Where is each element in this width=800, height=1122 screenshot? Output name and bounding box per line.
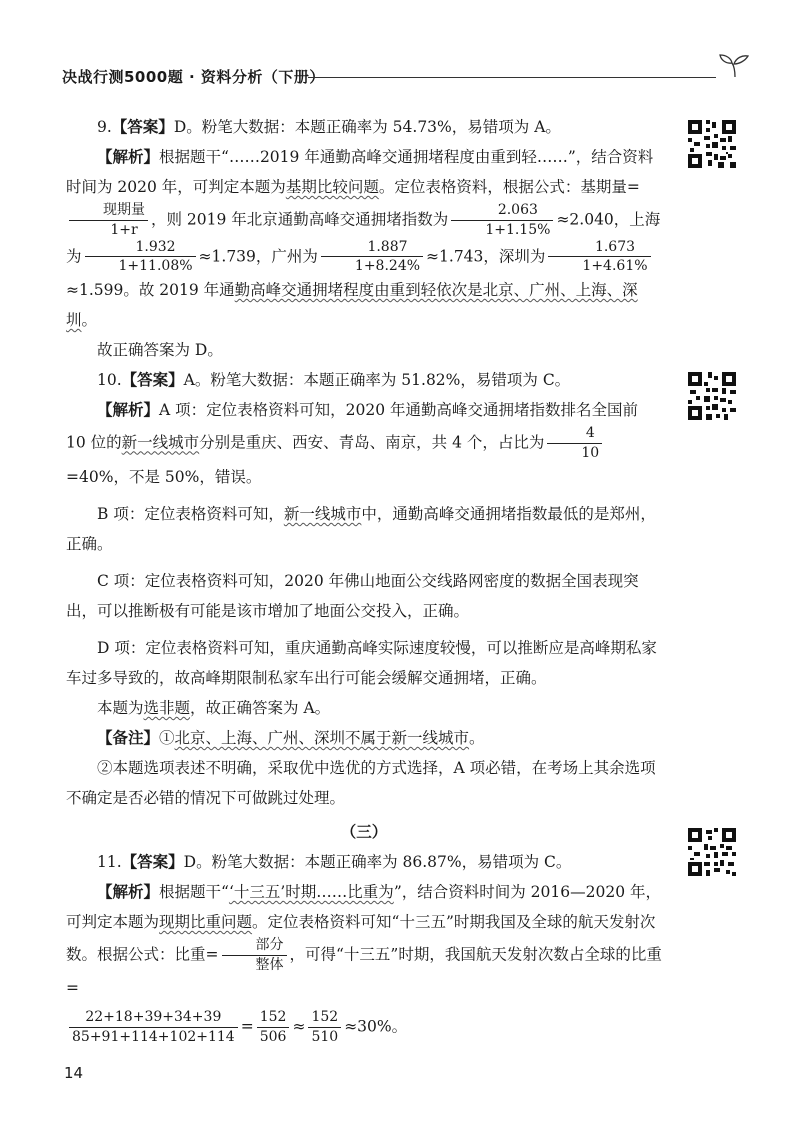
q10-option-d: D 项：定位表格资料可知，重庆通勤高峰实际速度较慢，可以推断应是高峰期私家车过多导致的，故高峰期限制私家车出行可能会缓解交通拥堵，正确。 <box>66 638 657 687</box>
qr-code-q11[interactable] <box>686 826 738 878</box>
q10-key-term: 选非题 <box>143 698 191 717</box>
q9-analysis-text: ≈2.040，上海为 <box>66 210 661 265</box>
q10-text: 分别是重庆、西安、青岛、南京，共 4 个，占比为 <box>199 433 545 452</box>
fraction-numerator: 22+18+39+34+39 <box>69 1009 238 1028</box>
q10-note-tag: 【备注】 <box>97 727 160 747</box>
q11-operator: = <box>240 1017 254 1036</box>
q10-text: 中，通勤高峰交通拥堵指数最低的是郑州，正确。 <box>66 504 656 553</box>
q11-calculation <box>66 1003 662 1052</box>
q10-key-term: 新一线城市 <box>121 433 200 452</box>
q10-text: B 项：定位表格资料可知， <box>97 504 284 523</box>
q9-conclusion: 故正确答案为 D。 <box>97 341 223 360</box>
fraction-denominator: 1+r <box>110 221 138 238</box>
q11-text: ”，结合资料时间为 2016—2020 年，可判定本题为 <box>66 882 661 931</box>
q10-key-term: 北京、上海、广州、深圳不属于新一线城市 <box>174 728 470 747</box>
q11-operator: ≈ <box>292 1017 306 1036</box>
q10-answer-line <box>66 365 662 395</box>
q9-analysis-text: 根据题干“……2019 年通勤高峰交通拥堵程度由重到轻……”，结合资料时间为 2020 年，可判定本题为 <box>66 148 654 196</box>
book-title: 决战行测5000题 · 资料分析（下册） <box>62 68 325 86</box>
q9-analysis-text: ≈1.743，深圳为 <box>426 246 546 265</box>
q9-key-term: 基期比较问题 <box>285 178 379 196</box>
fraction-denominator: 10 <box>581 444 600 461</box>
header-rule <box>308 77 716 78</box>
q11-analysis-tag: 【解析】 <box>97 881 160 901</box>
qr-code-q9[interactable] <box>686 118 738 170</box>
q9-number: 9. <box>97 118 112 136</box>
running-header <box>62 66 752 90</box>
q10-text: A 项：定位表格资料可知，2020 年通勤高峰交通拥堵指数排名全国前 10 位的 <box>66 401 639 452</box>
q10-number: 10. <box>97 371 122 390</box>
q10-text: ① <box>159 728 175 747</box>
q11-text: ≈30%。 <box>344 1017 408 1036</box>
q10-analysis-tag: 【解析】 <box>97 400 160 420</box>
q10-conclusion <box>66 693 662 723</box>
fraction-numerator: 现期量 <box>69 202 148 221</box>
q11-exact-fraction <box>257 1009 290 1046</box>
q10-note-2: ②本题选项表述不明确，采取优中选优的方式选择，A 项必错，在考场上其余选项不确定是否必错的情况下可做跳过处理。 <box>66 758 656 807</box>
fraction-numerator: 1.673 <box>548 239 650 258</box>
page-content <box>66 112 662 1052</box>
fraction-numerator: 部分 <box>222 937 287 956</box>
q9-answer-text: D。粉笔大数据：本题正确率为 54.73%，易错项为 A。 <box>173 118 561 136</box>
fraction-numerator: 1.887 <box>321 239 423 258</box>
q11-sum-fraction <box>69 1009 238 1046</box>
q10-text: =40%，不是 50%，错误。 <box>66 467 262 486</box>
q9-answer-tag: 【答案】 <box>111 117 174 136</box>
sprout-icon <box>718 52 752 82</box>
q11-answer-line <box>66 847 662 877</box>
fraction-denominator: 85+91+114+102+114 <box>72 1029 235 1046</box>
q9-shenzhen-fraction <box>548 239 650 276</box>
q9-analysis-text: ≈1.739，广州为 <box>198 246 318 265</box>
q9-analysis-text: ≈1.599。故 2019 年通 <box>66 281 235 300</box>
q9-analysis <box>66 142 662 335</box>
q11-key-term: ‘十三五’时期……比重为 <box>228 882 394 901</box>
q9-shanghai-fraction <box>85 239 196 276</box>
q10-option-c: C 项：定位表格资料可知，2020 年佛山地面公交线路网密度的数据全国表现突出，可以推断极有可能是该市增加了地面公交投入，正确。 <box>66 571 639 620</box>
q11-text: 根据题干“ <box>159 882 229 901</box>
q10-ratio-fraction <box>547 425 602 462</box>
fraction-denominator: 1+8.24% <box>354 258 421 275</box>
q11-answer-text: D。粉笔大数据：本题正确率为 86.87%，易错项为 C。 <box>183 852 572 871</box>
fraction-numerator: 152 <box>308 1009 341 1028</box>
fraction-denominator: 整体 <box>255 956 284 973</box>
fraction-denominator: 510 <box>311 1029 339 1046</box>
q10-text: 本题为 <box>97 698 144 717</box>
q9-analysis-text: 。 <box>81 311 98 330</box>
q9-formula-fraction <box>69 202 148 239</box>
q9-answer-line <box>66 112 662 142</box>
q11-key-term: 现期比重问题 <box>159 912 253 931</box>
fraction-denominator: 506 <box>259 1029 287 1046</box>
fraction-numerator: 152 <box>257 1009 290 1028</box>
page-number: 14 <box>64 1064 84 1082</box>
q9-analysis-text: 。定位表格资料，根据公式：基期量= <box>378 178 640 196</box>
fraction-numerator: 4 <box>547 425 602 444</box>
q11-approx-fraction <box>308 1009 341 1046</box>
q10-note-1 <box>66 723 662 753</box>
q10-answer-text: A。粉笔大数据：本题正确率为 51.82%，易错项为 C。 <box>183 371 571 390</box>
fraction-denominator: 1+4.61% <box>582 258 648 275</box>
q11-answer-tag: 【答案】 <box>121 851 184 871</box>
q10-option-b <box>66 499 662 559</box>
section-heading: （三） <box>340 821 388 841</box>
q9-analysis-tag: 【解析】 <box>97 147 160 166</box>
fraction-denominator: 1+11.08% <box>118 258 193 275</box>
q10-text: ，故正确答案为 A。 <box>190 698 331 717</box>
q10-answer-tag: 【答案】 <box>121 370 184 390</box>
q11-text: 。定位表格资料可知“十三五”时期我国及全球的航天发射次数。根据公式：比重= <box>66 912 656 964</box>
fraction-denominator: 1+1.15% <box>485 221 551 238</box>
q9-key-conclusion: 勤高峰交通拥堵程度由重到轻依次是北京、广州、上海、深圳 <box>66 281 638 330</box>
q11-analysis <box>66 877 662 1004</box>
q10-key-term: 新一线城市 <box>283 504 362 523</box>
fraction-numerator: 1.932 <box>85 239 196 258</box>
q9-analysis-text: ，则 2019 年北京通勤高峰交通拥堵指数为 <box>151 210 449 229</box>
q10-text: 。 <box>469 728 485 747</box>
qr-code-q10[interactable] <box>686 370 738 422</box>
q11-number: 11. <box>97 852 122 871</box>
fraction-numerator: 2.063 <box>451 202 553 221</box>
q11-text: ，可得“十三五”时期，我国航天发射次数占全球的比重 = <box>66 945 662 998</box>
q10-option-a <box>66 395 662 492</box>
q9-beijing-fraction <box>451 202 553 239</box>
q11-formula-fraction <box>222 937 287 974</box>
q9-guangzhou-fraction <box>321 239 423 276</box>
